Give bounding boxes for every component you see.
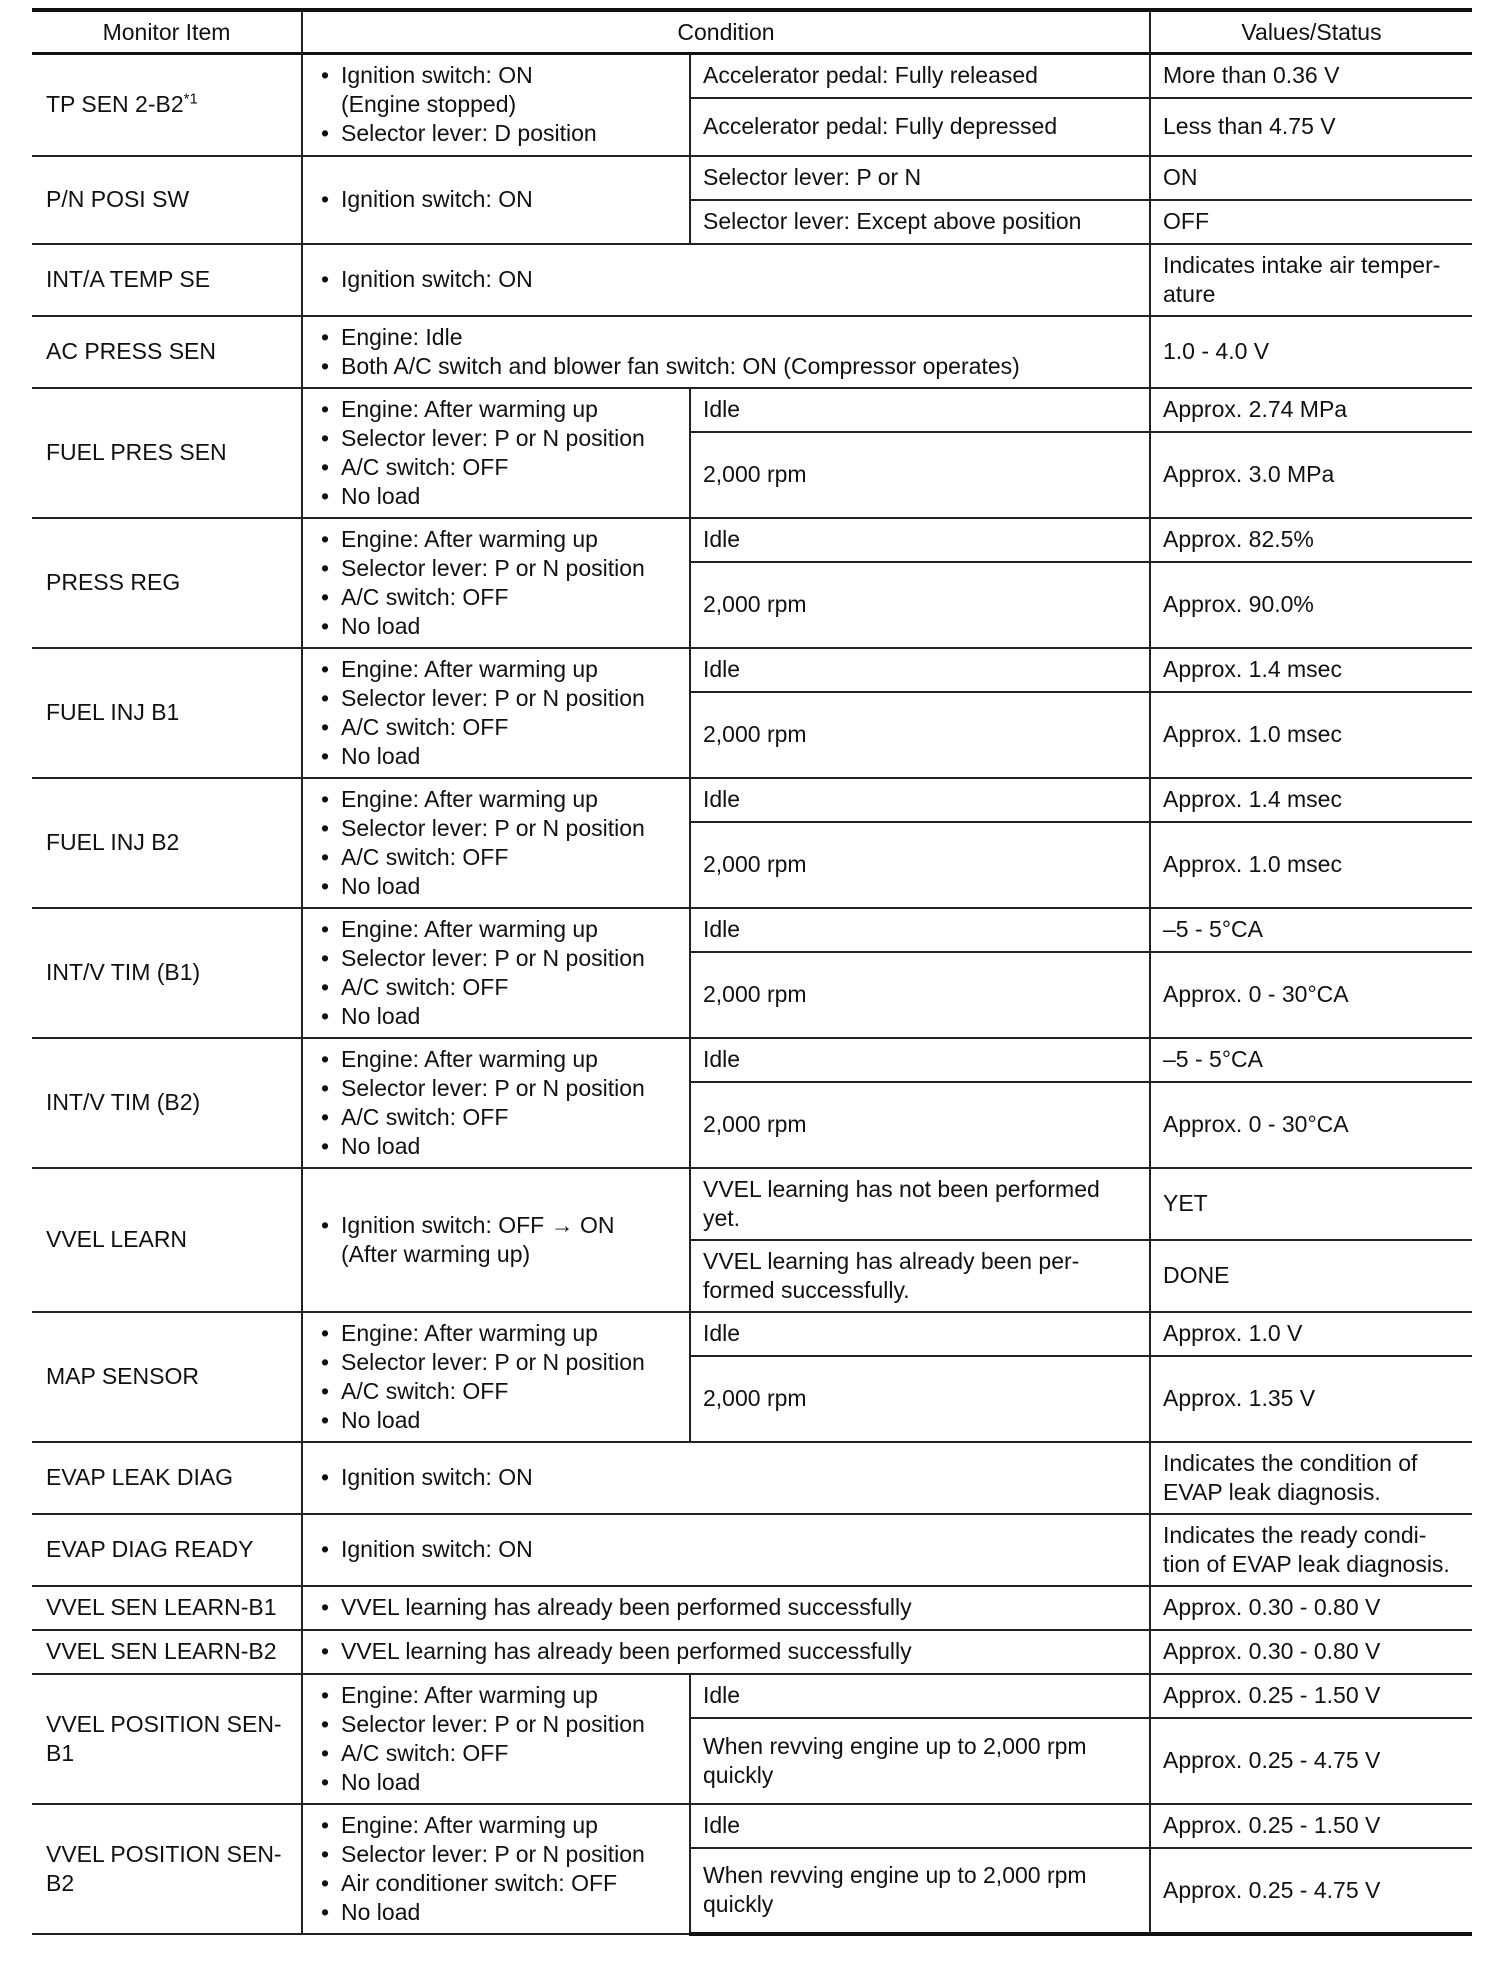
value-cell: YET bbox=[1150, 1168, 1472, 1240]
condition-cell bbox=[302, 648, 690, 778]
monitor-item: INT/V TIM (B1) bbox=[32, 908, 302, 1038]
condition-item: • No load bbox=[315, 1898, 677, 1927]
condition-item: • Engine: After warming up bbox=[315, 395, 677, 424]
value-cell: Approx. 1.4 msec bbox=[1150, 648, 1472, 692]
table-row bbox=[32, 1514, 1472, 1586]
table-row bbox=[32, 778, 1472, 822]
monitor-item: AC PRESS SEN bbox=[32, 316, 302, 388]
condition-item: • Selector lever: P or N position bbox=[315, 814, 677, 843]
header-monitor-item: Monitor Item bbox=[32, 10, 302, 54]
value-cell: Indicates the ready condi-tion of EVAP leak diagnosis. bbox=[1150, 1514, 1472, 1586]
condition-item: • No load bbox=[315, 1406, 677, 1435]
value-cell: Approx. 1.0 msec bbox=[1150, 822, 1472, 908]
condition-item: • Selector lever: P or N position bbox=[315, 1710, 677, 1739]
condition-item: • Ignition switch: ON bbox=[315, 185, 677, 214]
condition-item: • No load bbox=[315, 872, 677, 901]
value-cell: Approx. 2.74 MPa bbox=[1150, 388, 1472, 432]
sub-condition: VVEL learning has not been performed yet. bbox=[690, 1168, 1150, 1240]
condition-item: • Selector lever: P or N position bbox=[315, 1348, 677, 1377]
condition-item: • No load bbox=[315, 482, 677, 511]
value-cell: Approx. 1.0 V bbox=[1150, 1312, 1472, 1356]
condition-item: • Engine: After warming up bbox=[315, 785, 677, 814]
table-row bbox=[32, 1586, 1472, 1630]
condition-cell bbox=[302, 1804, 690, 1934]
table-row bbox=[32, 1312, 1472, 1356]
condition-item: • Engine: After warming up bbox=[315, 1045, 677, 1074]
condition-item: • No load bbox=[315, 1002, 677, 1031]
monitor-item: P/N POSI SW bbox=[32, 156, 302, 244]
condition-item: • No load bbox=[315, 742, 677, 771]
condition-cell bbox=[302, 244, 1150, 316]
sub-condition: Idle bbox=[690, 648, 1150, 692]
monitor-item: PRESS REG bbox=[32, 518, 302, 648]
condition-item: • Ignition switch: ON bbox=[315, 265, 1137, 294]
condition-item: • Engine: Idle bbox=[315, 323, 1137, 352]
sub-condition: When revving engine up to 2,000 rpm quickly bbox=[690, 1718, 1150, 1804]
monitor-item: EVAP LEAK DIAG bbox=[32, 1442, 302, 1514]
sub-condition: Selector lever: P or N bbox=[690, 156, 1150, 200]
table-row bbox=[32, 1630, 1472, 1674]
monitor-item: INT/V TIM (B2) bbox=[32, 1038, 302, 1168]
condition-cell bbox=[302, 1674, 690, 1804]
condition-item: • A/C switch: OFF bbox=[315, 973, 677, 1002]
condition-cell bbox=[302, 54, 690, 156]
condition-item: • No load bbox=[315, 1768, 677, 1797]
value-cell: Approx. 82.5% bbox=[1150, 518, 1472, 562]
condition-item: • A/C switch: OFF bbox=[315, 453, 677, 482]
value-cell: –5 - 5°CA bbox=[1150, 1038, 1472, 1082]
table-row bbox=[32, 518, 1472, 562]
condition-cell bbox=[302, 316, 1150, 388]
condition-item: • Ignition switch: OFF → ON (After warming up) bbox=[315, 1211, 677, 1269]
table-row bbox=[32, 54, 1472, 98]
condition-cell bbox=[302, 1442, 1150, 1514]
sub-condition: Idle bbox=[690, 518, 1150, 562]
sub-condition: Idle bbox=[690, 1804, 1150, 1848]
value-cell: 1.0 - 4.0 V bbox=[1150, 316, 1472, 388]
condition-item: • Engine: After warming up bbox=[315, 1681, 677, 1710]
value-cell: Approx. 0.25 - 4.75 V bbox=[1150, 1848, 1472, 1934]
table-row bbox=[32, 1038, 1472, 1082]
value-cell: Approx. 0.30 - 0.80 V bbox=[1150, 1586, 1472, 1630]
condition-item: • Selector lever: P or N position bbox=[315, 1074, 677, 1103]
sub-condition: 2,000 rpm bbox=[690, 952, 1150, 1038]
sub-condition: 2,000 rpm bbox=[690, 1356, 1150, 1442]
sub-condition: VVEL learning has already been per-formed successfully. bbox=[690, 1240, 1150, 1312]
condition-cell bbox=[302, 1514, 1150, 1586]
condition-cell bbox=[302, 518, 690, 648]
condition-cell bbox=[302, 1168, 690, 1312]
condition-item: • A/C switch: OFF bbox=[315, 1377, 677, 1406]
value-cell: DONE bbox=[1150, 1240, 1472, 1312]
condition-item: • A/C switch: OFF bbox=[315, 1103, 677, 1132]
condition-item: • Both A/C switch and blower fan switch: ON (Compressor operates) bbox=[315, 352, 1137, 381]
monitor-item: VVEL SEN LEARN-B1 bbox=[32, 1586, 302, 1630]
header-row bbox=[32, 10, 1472, 54]
monitor-item: FUEL INJ B1 bbox=[32, 648, 302, 778]
sub-condition: Accelerator pedal: Fully depressed bbox=[690, 98, 1150, 156]
monitor-item: VVEL POSITION SEN-B1 bbox=[32, 1674, 302, 1804]
header-values-status: Values/Status bbox=[1150, 10, 1472, 54]
condition-item: • Engine: After warming up bbox=[315, 1319, 677, 1348]
value-cell: Indicates intake air temper-ature bbox=[1150, 244, 1472, 316]
condition-cell bbox=[302, 156, 690, 244]
condition-item: • No load bbox=[315, 612, 677, 641]
condition-item: • Selector lever: D position bbox=[315, 119, 677, 148]
spec-table-container bbox=[32, 8, 1472, 1936]
value-cell: Less than 4.75 V bbox=[1150, 98, 1472, 156]
condition-item: • Ignition switch: ON (Engine stopped) bbox=[315, 61, 677, 119]
sub-condition: Idle bbox=[690, 1038, 1150, 1082]
condition-item: • Selector lever: P or N position bbox=[315, 554, 677, 583]
table-row bbox=[32, 388, 1472, 432]
sub-condition: 2,000 rpm bbox=[690, 822, 1150, 908]
table-row bbox=[32, 1168, 1472, 1240]
condition-item: • A/C switch: OFF bbox=[315, 843, 677, 872]
value-cell: –5 - 5°CA bbox=[1150, 908, 1472, 952]
value-cell: Approx. 0.25 - 1.50 V bbox=[1150, 1674, 1472, 1718]
table-row bbox=[32, 1442, 1472, 1514]
sub-condition: Selector lever: Except above position bbox=[690, 200, 1150, 244]
item-label: TP SEN 2-B2 bbox=[46, 91, 184, 118]
sub-condition: Idle bbox=[690, 388, 1150, 432]
sub-condition: 2,000 rpm bbox=[690, 432, 1150, 518]
condition-item: • VVEL learning has already been performed successfully bbox=[315, 1593, 1137, 1622]
condition-item: • A/C switch: OFF bbox=[315, 1739, 677, 1768]
value-cell: Approx. 1.4 msec bbox=[1150, 778, 1472, 822]
monitor-item: VVEL SEN LEARN-B2 bbox=[32, 1630, 302, 1674]
condition-item: • Selector lever: P or N position bbox=[315, 1840, 677, 1869]
condition-item: • Selector lever: P or N position bbox=[315, 684, 677, 713]
condition-cell bbox=[302, 388, 690, 518]
condition-item: • A/C switch: OFF bbox=[315, 583, 677, 612]
condition-cell bbox=[302, 1630, 1150, 1674]
condition-item: • Ignition switch: ON bbox=[315, 1535, 1137, 1564]
condition-item: • Selector lever: P or N position bbox=[315, 424, 677, 453]
table-row bbox=[32, 244, 1472, 316]
table-row bbox=[32, 316, 1472, 388]
monitor-item: VVEL POSITION SEN-B2 bbox=[32, 1804, 302, 1934]
sub-condition: 2,000 rpm bbox=[690, 692, 1150, 778]
sub-condition: When revving engine up to 2,000 rpm quickly bbox=[690, 1848, 1150, 1934]
monitor-item: FUEL INJ B2 bbox=[32, 778, 302, 908]
sub-condition: Accelerator pedal: Fully released bbox=[690, 54, 1150, 98]
sub-condition: Idle bbox=[690, 1312, 1150, 1356]
value-cell: ON bbox=[1150, 156, 1472, 200]
value-cell: Approx. 0.25 - 1.50 V bbox=[1150, 1804, 1472, 1848]
table-row bbox=[32, 156, 1472, 200]
condition-item: • A/C switch: OFF bbox=[315, 713, 677, 742]
header-condition: Condition bbox=[302, 10, 1150, 54]
monitor-item bbox=[32, 54, 302, 156]
value-cell: Approx. 3.0 MPa bbox=[1150, 432, 1472, 518]
condition-item: • Engine: After warming up bbox=[315, 1811, 677, 1840]
condition-item: • No load bbox=[315, 1132, 677, 1161]
condition-cell bbox=[302, 1586, 1150, 1630]
monitor-item: INT/A TEMP SE bbox=[32, 244, 302, 316]
table-row bbox=[32, 648, 1472, 692]
monitor-item: EVAP DIAG READY bbox=[32, 1514, 302, 1586]
condition-cell bbox=[302, 1038, 690, 1168]
condition-item: • Selector lever: P or N position bbox=[315, 944, 677, 973]
sub-condition: 2,000 rpm bbox=[690, 562, 1150, 648]
value-cell: Approx. 90.0% bbox=[1150, 562, 1472, 648]
condition-cell bbox=[302, 908, 690, 1038]
table-row bbox=[32, 908, 1472, 952]
value-cell: Approx. 0 - 30°CA bbox=[1150, 952, 1472, 1038]
table-row bbox=[32, 1804, 1472, 1848]
condition-item: • Engine: After warming up bbox=[315, 655, 677, 684]
value-cell: Approx. 0.25 - 4.75 V bbox=[1150, 1718, 1472, 1804]
sub-condition: 2,000 rpm bbox=[690, 1082, 1150, 1168]
value-cell: Approx. 0 - 30°CA bbox=[1150, 1082, 1472, 1168]
condition-item: • Ignition switch: ON bbox=[315, 1463, 1137, 1492]
condition-cell bbox=[302, 778, 690, 908]
monitor-item-table bbox=[32, 8, 1472, 1936]
value-cell: More than 0.36 V bbox=[1150, 54, 1472, 98]
monitor-item: MAP SENSOR bbox=[32, 1312, 302, 1442]
condition-item: • VVEL learning has already been performed successfully bbox=[315, 1637, 1137, 1666]
value-cell: Approx. 0.30 - 0.80 V bbox=[1150, 1630, 1472, 1674]
condition-item: • Engine: After warming up bbox=[315, 915, 677, 944]
table-row bbox=[32, 1674, 1472, 1718]
sub-condition: Idle bbox=[690, 908, 1150, 952]
condition-item: • Air conditioner switch: OFF bbox=[315, 1869, 677, 1898]
footnote-marker: *1 bbox=[183, 90, 198, 108]
monitor-item: VVEL LEARN bbox=[32, 1168, 302, 1312]
sub-condition: Idle bbox=[690, 1674, 1150, 1718]
value-cell: Approx. 1.35 V bbox=[1150, 1356, 1472, 1442]
sub-condition: Idle bbox=[690, 778, 1150, 822]
value-cell: OFF bbox=[1150, 200, 1472, 244]
condition-cell bbox=[302, 1312, 690, 1442]
monitor-item: FUEL PRES SEN bbox=[32, 388, 302, 518]
value-cell: Indicates the condition of EVAP leak diagnosis. bbox=[1150, 1442, 1472, 1514]
value-cell: Approx. 1.0 msec bbox=[1150, 692, 1472, 778]
condition-item: • Engine: After warming up bbox=[315, 525, 677, 554]
